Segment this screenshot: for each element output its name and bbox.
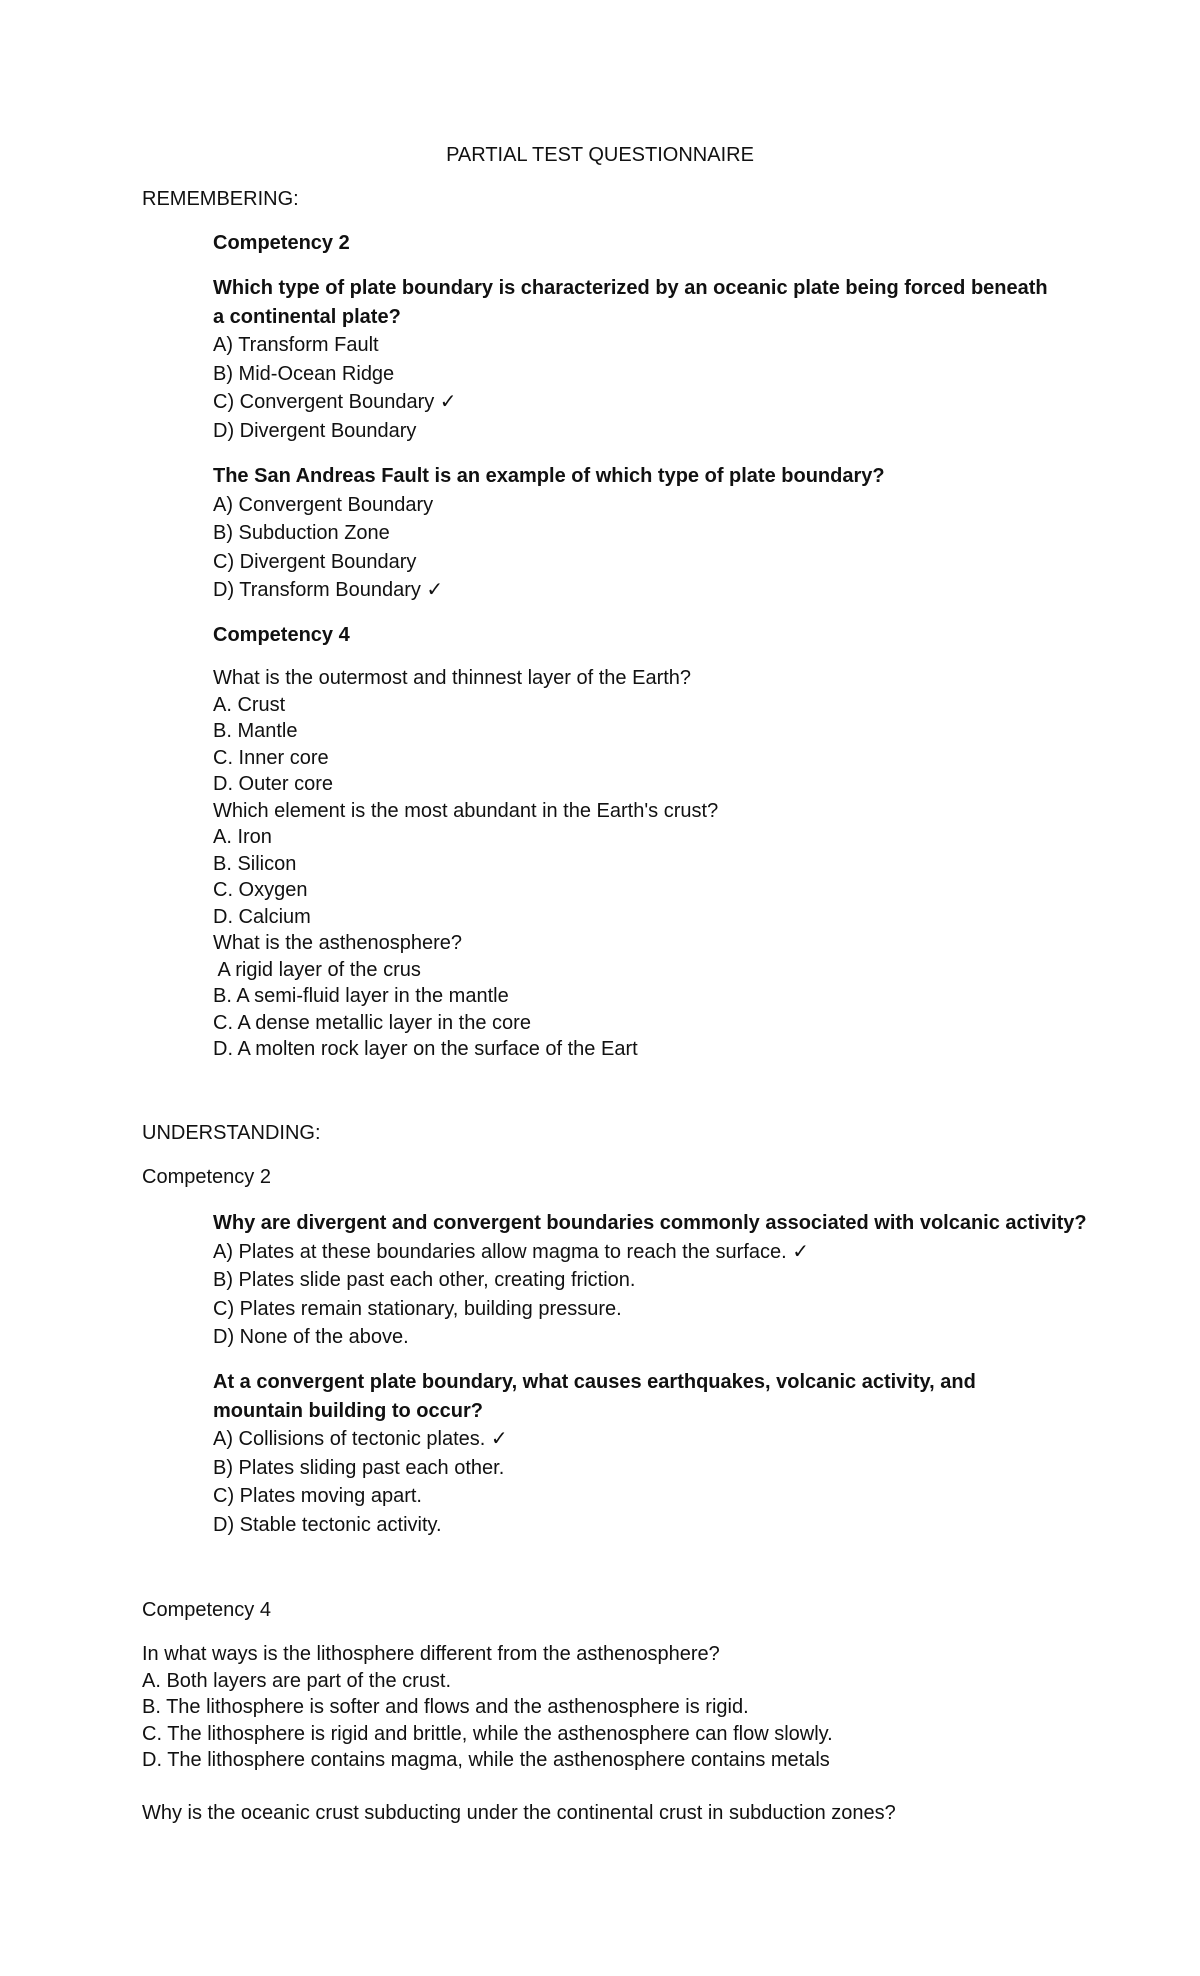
question-text: At a convergent plate boundary, what causes earthquakes, volcanic activity, and mountain building to occur?: [213, 1371, 976, 1422]
option-d: D) None of the above.: [213, 1326, 409, 1348]
option-a: A) Plates at these boundaries allow magma to reach the surface. ✓: [213, 1240, 809, 1263]
remembering-question-1: [213, 274, 1053, 445]
page-title: PARTIAL TEST QUESTIONNAIRE: [446, 144, 754, 166]
option-b: B) Plates sliding past each other.: [213, 1456, 505, 1479]
question-text: Why are divergent and convergent boundaries commonly associated with volcanic activity?: [213, 1212, 1087, 1234]
question-text: Which type of plate boundary is characterized by an oceanic plate being forced beneath a continental plate?: [213, 277, 1048, 328]
option-b: B) Mid-Ocean Ridge: [213, 362, 395, 385]
option-c: C. The lithosphere is rigid and brittle, while the asthenosphere can flow slowly.: [142, 1722, 833, 1745]
question-3-option-b: B. Mantle: [213, 720, 298, 742]
question-5-option-c: C. A dense metallic layer in the core: [213, 1011, 531, 1034]
option-b: B) Subduction Zone: [213, 522, 390, 544]
question-3-option-d: D. Outer core: [213, 773, 334, 795]
option-d: D. The lithosphere contains magma, while the asthenosphere contains metals: [142, 1749, 830, 1771]
question-text: In what ways is the lithosphere different from the asthenosphere?: [142, 1643, 720, 1665]
understanding-heading: UNDERSTANDING:: [142, 1122, 321, 1144]
understanding-question-2: [213, 1368, 1053, 1539]
option-b: B) Plates slide past each other, creating friction.: [213, 1269, 636, 1291]
understanding-question-1: [213, 1209, 1087, 1352]
remembering-question-2: [213, 462, 885, 605]
option-d: D) Stable tectonic activity.: [213, 1513, 442, 1536]
option-c: C) Divergent Boundary: [213, 550, 417, 573]
option-d: D) Divergent Boundary: [213, 419, 417, 442]
option-d: D) Transform Boundary ✓: [213, 579, 444, 601]
remembering-competency-4-questions: [213, 665, 718, 1063]
remembering-heading: REMEMBERING:: [142, 188, 299, 210]
option-c: C) Plates moving apart.: [213, 1485, 422, 1507]
option-a: A) Collisions of tectonic plates. ✓: [213, 1428, 508, 1450]
remembering-competency-2-label: Competency 2: [213, 232, 350, 254]
question-text: The San Andreas Fault is an example of which type of plate boundary?: [213, 465, 885, 487]
question-5-option-d: D. A molten rock layer on the surface of the Eart: [213, 1038, 638, 1060]
understanding-competency-4-label: Competency 4: [142, 1599, 271, 1621]
understanding-question-3: [142, 1641, 833, 1774]
question-4-text: Which element is the most abundant in the Earth's crust?: [213, 799, 719, 822]
option-b: B. The lithosphere is softer and flows and the asthenosphere is rigid.: [142, 1696, 749, 1718]
question-3-option-c: C. Inner core: [213, 746, 329, 769]
question-5-option-b: B. A semi-fluid layer in the mantle: [213, 985, 509, 1007]
option-c: C) Convergent Boundary ✓: [213, 391, 457, 413]
question-4-option-b: B. Silicon: [213, 852, 297, 875]
question-3-option-a: A. Crust: [213, 693, 286, 716]
option-a: A) Convergent Boundary: [213, 493, 434, 516]
option-a: A. Both layers are part of the crust.: [142, 1669, 452, 1692]
option-a: A) Transform Fault: [213, 334, 379, 356]
question-4-option-d: D. Calcium: [213, 905, 311, 928]
question-5-text: What is the asthenosphere?: [213, 932, 463, 954]
option-c: C) Plates remain stationary, building pressure.: [213, 1297, 622, 1320]
question-4-option-a: A. Iron: [213, 826, 272, 848]
question-5-option-a: A rigid layer of the crus: [213, 958, 421, 981]
understanding-question-4: [142, 1800, 896, 1827]
question-text: Why is the oceanic crust subducting under the continental crust in subduction zones?: [142, 1802, 896, 1824]
understanding-competency-2-label: Competency 2: [142, 1166, 271, 1188]
question-3-text: What is the outermost and thinnest layer of the Earth?: [213, 667, 692, 689]
remembering-competency-4-label: Competency 4: [213, 624, 350, 646]
question-4-option-c: C. Oxygen: [213, 879, 308, 901]
